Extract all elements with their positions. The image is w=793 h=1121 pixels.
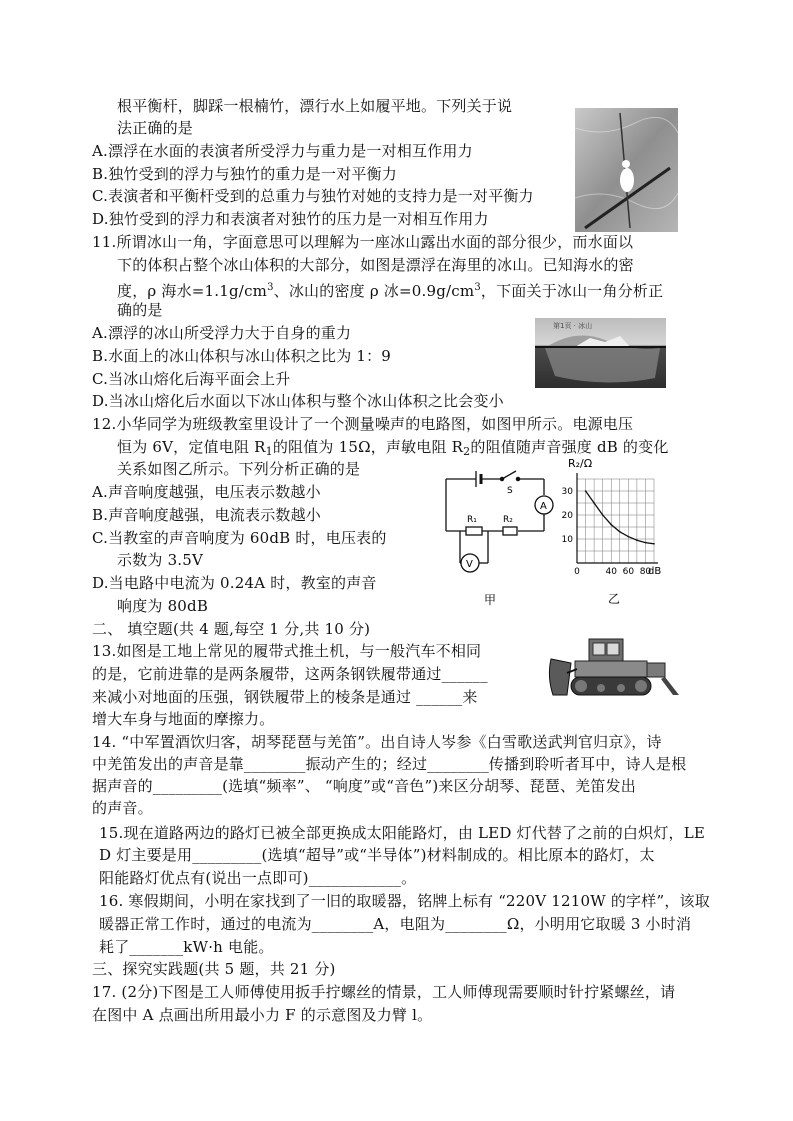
- section-2-heading: 二、 填空题(共 4 题,每空 1 分,共 10 分): [92, 620, 371, 638]
- r1-label: R₁: [467, 515, 477, 525]
- q12-stem-part: 的阻值为 15Ω，声敏电阻 R: [272, 438, 464, 456]
- chart-data-point: [610, 524, 612, 526]
- q15-stem-line: 阳能路灯优点有(说出一点即可)____________。: [99, 869, 417, 887]
- q14-stem-line: 14. “中军置酒饮归客，胡琴琵琶与羌笛”。出自诗人岑参《白雪歌送武判官归京》，诗: [92, 733, 662, 751]
- q12-stem-part: 的阻值随声音强度 dB 的变化: [470, 438, 669, 456]
- chart-x-axis-label: dB: [648, 566, 662, 577]
- q12-stem-line: 12.小华同学为班级教室里设计了一个测量噪声的电路图，如图甲所示。电源电压: [92, 415, 634, 433]
- q11-density-ice: 、冰山的密度 ρ 冰=0.9g/cm: [273, 282, 475, 300]
- iceberg-photo: [535, 318, 666, 388]
- q13-stem-line: 来减小对地面的压强，钢铁履带上的棱条是通过 ______来: [92, 688, 478, 706]
- q12-option-c-cont: 示数为 3.5V: [117, 551, 204, 569]
- chart-x-tick-label: 60: [622, 567, 635, 577]
- chart-y-tick-label: 20: [561, 511, 573, 521]
- section-3-heading: 三、探究实践题(共 5 题，共 21 分): [92, 960, 336, 978]
- superscript: 3: [267, 282, 274, 293]
- q13-stem-line: 13.如图是工地上常见的履带式推土机，与一般汽车不相同: [92, 642, 482, 660]
- chart-x-tick-label: 80: [639, 567, 652, 577]
- q12-option-a: A.声音响度越强，电压表示数越小: [92, 483, 321, 501]
- chart-data-point: [636, 539, 638, 541]
- chart-data-point: [593, 502, 595, 504]
- iceberg-photo-label: 第1页 · 冰山: [553, 322, 593, 330]
- q16-stem-line: 耗了_______kW·h 电能。: [99, 938, 274, 956]
- chart-x-tick-label: 0: [574, 567, 580, 577]
- q11-option-a: A.漂浮的冰山所受浮力大于自身的重力: [92, 324, 352, 342]
- q13-stem-line: 增大车身与地面的摩擦力。: [92, 710, 275, 728]
- circuit-caption: 甲: [484, 593, 497, 607]
- chart-data-point: [628, 536, 630, 538]
- q13-stem-line: 的是，它前进靠的是两条履带，这两条钢铁履带通过______: [92, 665, 488, 683]
- chart-x-tick-label: 40: [605, 567, 617, 577]
- q10-option-c: C.表演者和平衡杆受到的总重力与独竹对她的支持力是一对平衡力: [92, 187, 534, 205]
- chart-y-tick-label: 10: [561, 535, 573, 545]
- q16-stem-line: 16. 寒假期间，小明在家找到了一旧的取暖器，铭牌上标有 “220V 1210W 的字样”，该取: [99, 892, 710, 910]
- q10-option-b: B.独竹受到的浮力与独竹的重力是一对平衡力: [92, 165, 397, 183]
- superscript: 3: [474, 282, 481, 293]
- q11-stem-line: 确的是: [117, 301, 163, 319]
- bamboo-rafting-photo: [575, 108, 678, 232]
- chart-y-tick-label: 30: [561, 487, 573, 497]
- subscript: 2: [463, 445, 471, 458]
- q11-stem-tail: ，下面关于冰山一角分析正: [480, 282, 664, 300]
- chart-data-point: [653, 543, 655, 545]
- resistance-vs-db-chart: [556, 455, 676, 610]
- switch-label: S: [507, 486, 513, 496]
- chart-data-point: [585, 490, 587, 492]
- q12-stem-part: 恒为 6V，定值电阻 R: [117, 438, 266, 456]
- q14-stem-line: 据声音的_________(选填“频率”、 “响度”或“音色”)来区分胡琴、琵琶、羌笛发出: [92, 777, 636, 795]
- q10-stem-line: 法正确的是: [117, 119, 194, 137]
- q11-option-c: C.当冰山熔化后海平面会上升: [92, 370, 291, 388]
- chart-data-point: [619, 531, 621, 533]
- chart-caption: 乙: [608, 592, 621, 606]
- circuit-diagram: [440, 463, 560, 608]
- q11-stem-line: [117, 278, 663, 301]
- q14-stem-line: 中羌笛发出的声音是靠________振动产生的；经过________传播到聆听者耳中，诗人是根: [92, 755, 687, 773]
- q12-option-d: D.当电路中电流为 0.24A 时，教室的声音: [92, 574, 377, 592]
- chart-y-axis-label: R₂/Ω: [568, 457, 593, 470]
- q10-option-a: A.漂浮在水面的表演者所受浮力与重力是一对相互作用力: [92, 142, 473, 160]
- q15-stem-line: 15.现在道路两边的路灯已被全部更换成太阳能路灯，由 LED 灯代替了之前的白炽灯，LE: [99, 824, 706, 842]
- q12-option-d-cont: 响度为 80dB: [117, 597, 209, 615]
- q11-stem-line: 下的体积占整个冰山体积的大部分，如图是漂浮在海里的冰山。已知海水的密: [117, 256, 634, 274]
- ammeter-label: A: [540, 501, 547, 512]
- q12-stem-line: 关系如图乙所示。下列分析正确的是: [117, 460, 361, 478]
- q11-density-seawater: 度，ρ 海水=1.1g/cm: [117, 282, 268, 300]
- bulldozer-photo: [545, 633, 685, 703]
- r2-label: R₂: [503, 515, 513, 525]
- q12-option-b: B.声音响度越强，电流表示数越小: [92, 506, 321, 524]
- q11-stem-line: 11.所谓冰山一角，字面意思可以理解为一座冰山露出水面的部分很少，而水面以: [92, 233, 634, 251]
- chart-data-point: [645, 542, 647, 544]
- q17-stem-line: 17. (2分)下图是工人师傅使用扳手拧螺丝的情景，工人师傅现需要顺时针拧紧螺丝，请: [92, 983, 676, 1001]
- voltmeter-label: V: [466, 559, 473, 570]
- q10-stem-line: 根平衡杆，脚踩一根楠竹，漂行水上如履平地。下列关于说: [117, 97, 513, 115]
- q10-option-d: D.独竹受到的浮力和表演者对独竹的压力是一对相互作用力: [92, 210, 489, 228]
- chart-data-point: [602, 514, 604, 516]
- subscript: 1: [265, 445, 273, 458]
- q12-option-c: C.当教室的声音响度为 60dB 时，电压表的: [92, 529, 387, 547]
- q17-stem-line: 在图中 A 点画出所用最小力 F 的示意图及力臂 l。: [92, 1006, 433, 1024]
- q11-option-b: B.水面上的冰山体积与冰山体积之比为 1：9: [92, 347, 392, 365]
- q11-option-d: D.当冰山熔化后水面以下冰山体积与整个冰山体积之比会变小: [92, 392, 504, 410]
- q14-stem-line: 的声音。: [92, 799, 153, 817]
- q16-stem-line: 暖器正常工作时，通过的电流为________A，电阻为________Ω，小明用它取暖 3 小时消: [99, 915, 692, 933]
- q15-stem-line: D 灯主要是用_________(选填“超导”或“半导体”)材料制成的。相比原本的路灯，太: [99, 846, 655, 864]
